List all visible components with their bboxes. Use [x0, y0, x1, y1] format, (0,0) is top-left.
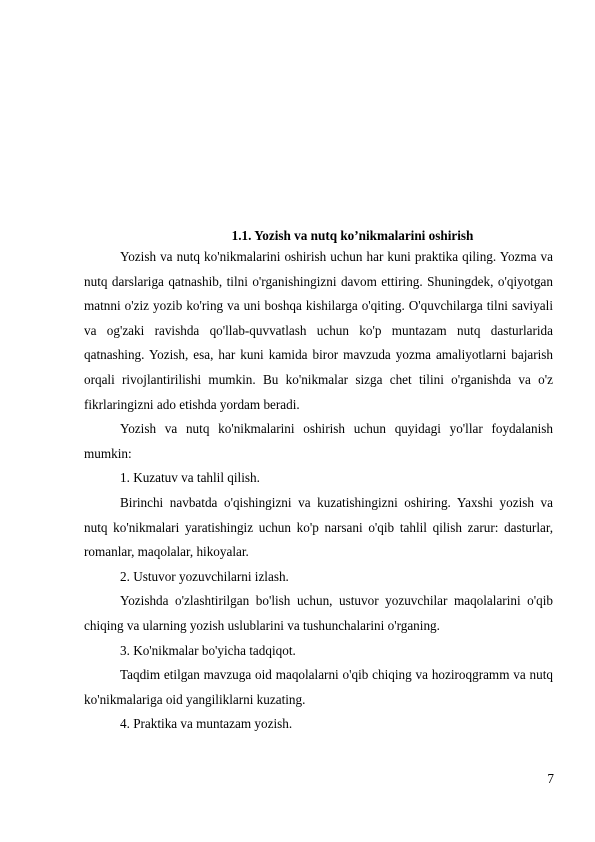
list-item-heading-2: 2. Ustuvor yozuvchilarni izlash. [120, 568, 289, 584]
paragraph-item-1: Birinchi navbatda o'qishingizni va kuzatishingizni oshiring. Yaxshi yozish va nutq ko'nikmalari yaratishingiz uchun ko'p narsani o'qib tahlil qilish zarur: dasturlar, romanlar, maqolalar, hikoyalar. [84, 494, 553, 560]
paragraph-item-3: Taqdim etilgan mavzuga oid maqolalarni o'qib chiqing va hoziroqgramm va nutq ko'nikmalariga oid yangiliklarni kuzating. [84, 667, 553, 707]
list-item-heading-1: 1. Kuzatuv va tahlil qilish. [120, 470, 260, 486]
document-body [84, 245, 553, 737]
page-number: 7 [547, 771, 554, 786]
list-item-heading-4: 4. Praktika va muntazam yozish. [120, 716, 293, 732]
list-item-heading-3: 3. Ko'nikmalar bo'yicha tadqiqot. [120, 642, 296, 658]
section-title: 1.1. Yozish va nutq ko’nikmalarini oshirish [231, 228, 474, 243]
paragraph-methods-lead: Yozish va nutq ko'nikmalarini oshirish uchun quyidagi yo'llar foydalanish mumkin: [84, 421, 553, 461]
paragraph-intro: Yozish va nutq ko'nikmalarini oshirish uchun har kuni praktika qiling. Yozma va nutq darslariga qatnashib, tilni o'rganishingizni davom ettiring. Shuningdek, o'qiyotgan matnni o'ziz yozib ko'ring va uni boshqa kishilarga o'qiting. O'quvchilarga tilni saviyali va og'zaki ravishda qo'llab-quvvatlash uchun ko'p muntazam nutq dasturlarida qatnashing. Yozish, esa, har kuni kamida biror mavzuda yozma amaliyotlarni bajarish orqali rivojlantirilishi mumkin. Bu ko'nikmalar sizga chet tilini o'rganishda va o'z fikrlaringizni ado etishda yordam beradi. [84, 249, 553, 412]
paragraph-item-2: Yozishda o'zlashtirilgan bo'lish uchun, ustuvor yozuvchilar maqolalarini o'qib chiqing va ularning yozish uslublarini va tushunchalarini o'rganing. [84, 593, 553, 633]
